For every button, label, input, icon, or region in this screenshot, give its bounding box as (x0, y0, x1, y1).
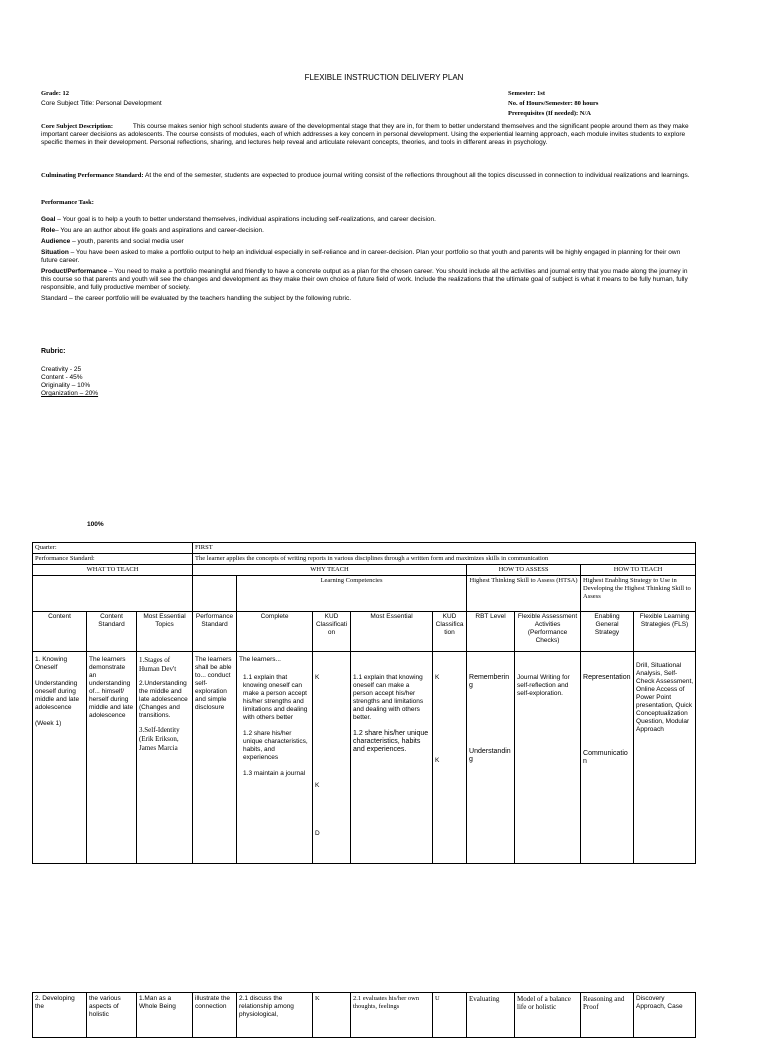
performance-task-label: Performance Task: (41, 199, 94, 206)
culminating-text: At the end of the semester, students are expected to produce journal writing consist of the reflections throughout all the topics discussed in connection to individual realizations and learnings. (145, 172, 690, 179)
task-key: Role (41, 227, 56, 234)
col-kud: KUD Classification (313, 612, 351, 652)
task-key: Audience (41, 238, 71, 245)
row-fls: Discovery Approach, Case (634, 993, 696, 1038)
kud-value: K (315, 782, 320, 789)
strategy-value: Representation (583, 674, 631, 681)
col-topics: Most Essential Topics (137, 612, 193, 652)
table-row (33, 993, 696, 1038)
row-assessment: Journal Writing for self-reflection and self-exploration. (515, 652, 581, 864)
row-kud-2: U (433, 993, 467, 1038)
row-kud: K (313, 993, 351, 1038)
task-value: – You are an author about life goals and aspirations and career-decision. (55, 227, 264, 234)
topic-item: 3.Self-Identity (Erik Erikson, James Marcia (139, 726, 180, 752)
description-text: This course makes senior high school students aware of the developmental stage that they are in, for them to better understand themselves and the significant people around them as they make important career decisions as adolescents. The course consists of modules, each of which addresses a key concern in personal development. Using the experiential learning approach, each module invites students to explore specific themes in their development. Personal reflections, sharing, and lectures help reveal and articulate relevant concepts, theories, and tools in different areas in psychology. (41, 123, 689, 146)
rubric-item: Content - 45% (41, 374, 83, 381)
grade-label: Grade: 12 (41, 90, 69, 97)
rbt-value: Remembering (469, 674, 510, 689)
learning-competencies-header: Learning Competencies (237, 576, 467, 612)
kud-value: K (315, 674, 320, 681)
rubric-label: Rubric: (41, 348, 66, 355)
quarter-label: Quarter: (33, 543, 193, 554)
row-content-standard: the various aspects of holistic (87, 993, 137, 1038)
rubric-list (41, 366, 98, 398)
perf-standard-value: The learner applies the concepts of writing reports in various disciplines through a written form and maximizes skills in communication (193, 554, 696, 565)
row-complete (237, 652, 313, 864)
row-kud (313, 652, 351, 864)
description-label: Core Subject Description: (41, 123, 114, 130)
row-strategy: Reasoning and Proof (581, 993, 634, 1038)
task-value: – Your goal is to help a youth to better understand themselves, individual aspirations including self-realizations, and career decision. (55, 216, 436, 223)
subheader-row (33, 576, 696, 612)
task-key: Product/Performance (41, 268, 108, 275)
topic-item: 2.Understanding the middle and late adolescence (Changes and transitions. (139, 680, 188, 719)
task-audience (41, 238, 696, 246)
rubric-item: Creativity - 25 (41, 366, 82, 373)
complete-item: 1.3 maintain a journal (243, 770, 306, 777)
row-performance-standard: The learners shall be able to... conduct self-exploration and simple disclosure (193, 652, 237, 864)
row-most-essential (351, 652, 433, 864)
task-situation (41, 249, 696, 265)
row-most-essential: 2.1 evaluates his/her own thoughts, feelings (351, 993, 433, 1038)
essential-item: 1.1 explain that knowing oneself can make a person accept his/her strengths and limitations and dealing with others better. (353, 674, 424, 721)
section-header-row (33, 565, 696, 576)
col-strategy: Enabling General Strategy (581, 612, 634, 652)
col-most-essential: Most Essential (351, 612, 433, 652)
row-assessment: Model of a balance life or holistic (515, 993, 581, 1038)
strategy-value: Communication (583, 750, 628, 765)
row-rbt (467, 652, 515, 864)
col-content: Content (33, 612, 87, 652)
content-week: (Week 1) (35, 720, 62, 727)
content-title: 1. Knowing Oneself (35, 656, 68, 671)
hours-label: No. of Hours/Semester: 80 hours (508, 100, 599, 107)
blank-cell (33, 576, 193, 612)
quarter-value: FIRST (193, 543, 696, 554)
table-row (33, 652, 696, 864)
culminating-standard (41, 172, 691, 180)
htsa-header: Highest Thinking Skill to Assess (HTSA) (467, 576, 581, 612)
task-goal (41, 216, 696, 224)
row-topics (137, 652, 193, 864)
col-assessment: Flexible Assessment Activities (Performance Checks) (515, 612, 581, 652)
blank-cell (193, 576, 237, 612)
essential-item: 1.2 share his/her unique characteristics, habits and experiences. (353, 730, 429, 753)
col-performance-standard: Performance Standard (193, 612, 237, 652)
task-role (41, 227, 696, 235)
how-to-teach-header: HOW TO TEACH (581, 565, 696, 576)
col-complete: Complete (237, 612, 313, 652)
prerequisites-label: Prerequisites (If needed): N/A (508, 110, 591, 117)
complete-item: 1.2 share his/her unique characteristics, habits, and experiences (243, 730, 308, 761)
rubric-item: Originality – 10% (41, 382, 91, 389)
row-complete: 2.1 discuss the relationship among physiological, (237, 993, 313, 1038)
col-content-standard: Content Standard (87, 612, 137, 652)
rbt-value: Understanding (469, 748, 511, 763)
content-subtitle: Understanding oneself during middle and late adolescence (35, 680, 80, 711)
task-standard: Standard – the career portfolio will be evaluated by the teachers handling the subject by the following rubric. (41, 295, 352, 302)
row-fls: Drill, Situational Analysis, Self-Check Assessment, Online Access of Power Point presentation, Quick Conceptualization Question, Modular Approach (634, 652, 696, 864)
row-content (33, 652, 87, 864)
rubric-total: 100% (87, 521, 104, 528)
how-to-assess-header: HOW TO ASSESS (467, 565, 581, 576)
kud-value: K (435, 674, 440, 681)
kud-value: D (315, 830, 320, 837)
complete-intro: The learners... (239, 656, 281, 663)
column-header-row (33, 612, 696, 652)
row-rbt: Evaluating (467, 993, 515, 1038)
rubric-item: Organization – 20% (41, 390, 99, 397)
row-strategy (581, 652, 634, 864)
row-kud-2 (433, 652, 467, 864)
col-fls: Flexible Learning Strategies (FLS) (634, 612, 696, 652)
row-content: 2. Developing the (33, 993, 87, 1038)
task-product (41, 268, 696, 292)
culminating-label: Culminating Performance Standard: (41, 172, 144, 179)
document-title: FLEXIBLE INSTRUCTION DELIVERY PLAN (304, 73, 464, 82)
quarter-row (33, 543, 696, 554)
what-to-teach-header: WHAT TO TEACH (33, 565, 193, 576)
perf-standard-label: Performance Standard: (33, 554, 193, 565)
instruction-plan-table (32, 542, 696, 864)
instruction-plan-table-continued (32, 992, 696, 1038)
task-key: Situation (41, 249, 69, 256)
kud-value: K (435, 757, 440, 764)
row-content-standard: The learners demonstrate an understanding of... himself/ herself during middle and late adolescence (87, 652, 137, 864)
subject-description (41, 123, 691, 147)
semester-label: Semester: 1st (508, 90, 545, 97)
row-topics: 1.Man as a Whole Being (137, 993, 193, 1038)
task-value: – youth, parents and social media user (70, 238, 184, 245)
col-rbt-level: RBT Level (467, 612, 515, 652)
core-subject-label: Core Subject Title: Personal Development (41, 100, 162, 107)
why-teach-header: WHY TEACH (193, 565, 467, 576)
performance-task-list (41, 216, 696, 303)
performance-standard-row (33, 554, 696, 565)
col-kud-2: KUD Classification (433, 612, 467, 652)
row-performance-standard: illustrate the connection (193, 993, 237, 1038)
task-key: Goal (41, 216, 56, 223)
task-value: – You have been asked to make a portfolio output to help an individual especially in self-reliance and in career-decision. Plan your portfolio so that youth and parents will be highly engaged in planning for their own future career. (41, 249, 681, 264)
topic-item: 1.Stages of Human Dev't (139, 656, 177, 673)
hest-header: Highest Enabling Strategy to Use in Developing the Highest Thinking Skill to Assess (581, 576, 696, 612)
task-value: – You need to make a portfolio meaningful and friendly to have a concrete output as a plan for the chosen career. You should include all the activities and journal entry that you made along the journey in this course so that parents and youth will see the changes and development as they make their own choice of future field of work. Include the realizations that the ultimate goal of subject is what it means to be fully human, fully responsible, and fully productive member of society. (41, 268, 688, 291)
complete-item: 1.1 explain that knowing oneself can make a person accept his/her strengths and limitations and dealing with others better (243, 674, 308, 721)
